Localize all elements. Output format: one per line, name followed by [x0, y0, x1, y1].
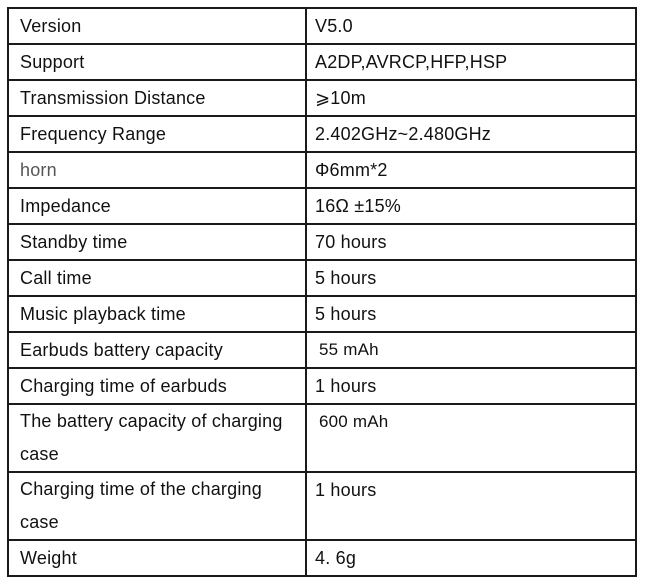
row-value: A2DP,AVRCP,HFP,HSP: [306, 44, 636, 80]
table-row: [8, 296, 636, 332]
row-value: 5 hours: [306, 260, 636, 296]
table-row: [8, 8, 636, 44]
row-label: Call time: [8, 260, 306, 296]
row-label: Earbuds battery capacity: [8, 332, 306, 368]
row-label: Charging time of earbuds: [8, 368, 306, 404]
row-value: 1 hours: [306, 472, 636, 540]
row-value: 1 hours: [306, 368, 636, 404]
row-value: 55 mAh: [306, 332, 636, 368]
table-row: [8, 224, 636, 260]
row-label: Weight: [8, 540, 306, 576]
row-value: 2.402GHz~2.480GHz: [306, 116, 636, 152]
row-value: Φ6mm*2: [306, 152, 636, 188]
table-row: [8, 44, 636, 80]
row-label: Standby time: [8, 224, 306, 260]
row-value: 5 hours: [306, 296, 636, 332]
row-value: V5.0: [306, 8, 636, 44]
row-value: 70 hours: [306, 224, 636, 260]
row-label: Frequency Range: [8, 116, 306, 152]
table-row: [8, 116, 636, 152]
row-label: horn: [8, 152, 306, 188]
table-row: [8, 404, 636, 472]
row-label: Transmission Distance: [8, 80, 306, 116]
row-label: Support: [8, 44, 306, 80]
table-row: [8, 260, 636, 296]
row-value: ⩾10m: [306, 80, 636, 116]
row-label: Impedance: [8, 188, 306, 224]
table-row: [8, 332, 636, 368]
table-row: [8, 540, 636, 576]
row-value: 600 mAh: [306, 404, 636, 472]
table-row: [8, 188, 636, 224]
row-value: 16Ω ±15%: [306, 188, 636, 224]
row-label: Music playback time: [8, 296, 306, 332]
table-row: [8, 472, 636, 540]
table-row: [8, 152, 636, 188]
row-label: Charging time of the charging case: [8, 472, 306, 540]
table-row: [8, 368, 636, 404]
row-value: 4. 6g: [306, 540, 636, 576]
table-row: [8, 80, 636, 116]
spec-table: [7, 7, 637, 577]
row-label: The battery capacity of charging case: [8, 404, 306, 472]
row-label: Version: [8, 8, 306, 44]
